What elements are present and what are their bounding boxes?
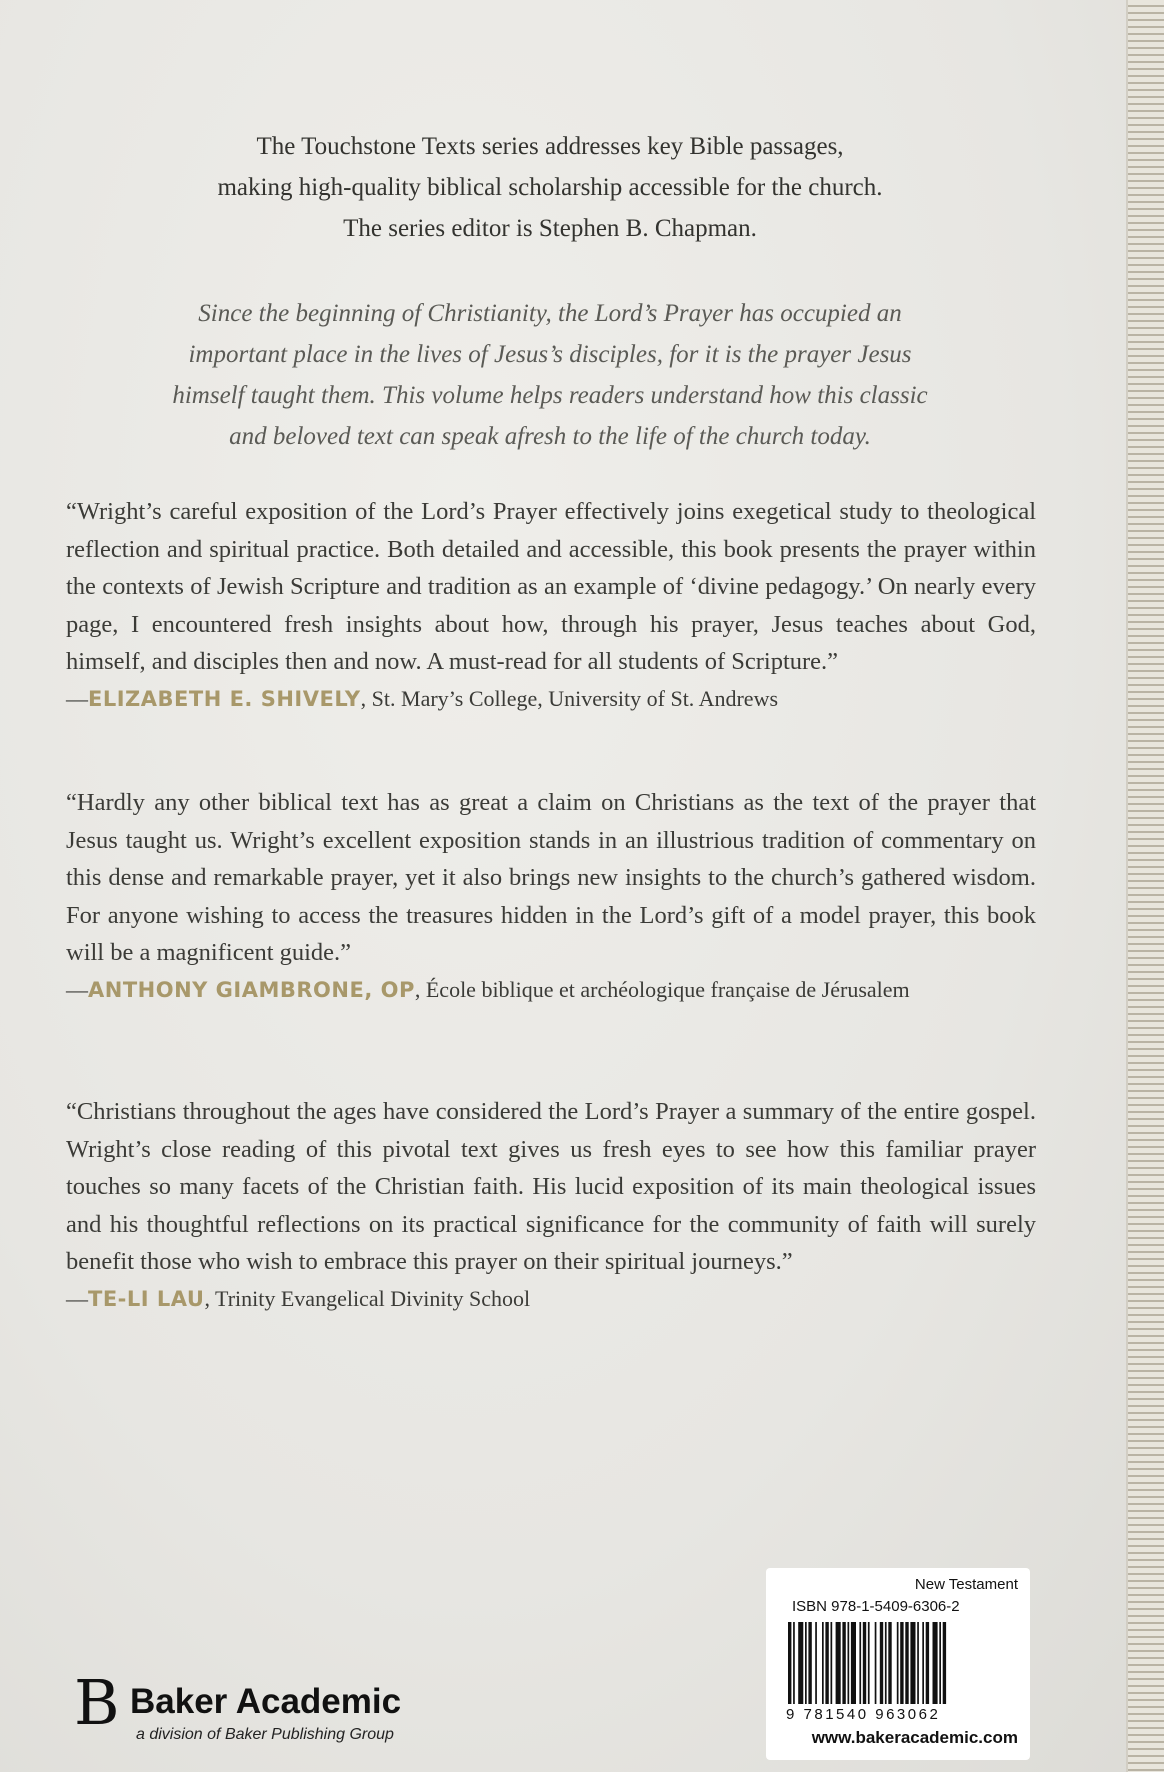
attribution-dash: — <box>66 685 88 711</box>
endorsement-quote: “Wright’s careful exposition of the Lord’s Prayer effectively joins exegetical study to theological reflection and spiritual practice. Both detailed and accessible, this book presents the prayer within the contexts of Jewish Scripture and tradition as an example of ‘divine pedagogy.’ On nearly every page, I encountered fresh insights about how, through his prayer, Jesus teaches about God, himself, and disciples then and now. A must-read for all students of Scripture.” <box>66 498 1036 675</box>
endorsement-attribution <box>66 1281 1036 1317</box>
endorsement-quote: “Christians throughout the ages have considered the Lord’s Prayer a summary of the entire gospel. Wright’s close reading of this pivotal text gives us fresh eyes to see how this familiar prayer touches so many facets of the Christian faith. His lucid exposition of its main theological issues and his thoughtful reflections on its practical significance for the community of faith will surely benefit those who wish to embrace this prayer on their spiritual journeys.” <box>66 1098 1036 1275</box>
barcode-bar <box>917 1622 919 1704</box>
barcode-bar <box>808 1622 811 1704</box>
barcode-bar <box>910 1622 915 1704</box>
description-line: himself taught them. This volume helps readers understand how this classic <box>172 382 928 409</box>
barcode-bar <box>905 1622 908 1704</box>
barcode-icon <box>786 1622 1010 1706</box>
cover-edge-stripes <box>1126 0 1164 1772</box>
endorsement-attribution <box>66 972 1036 1008</box>
description-line: and beloved text can speak afresh to the life of the church today. <box>229 423 871 450</box>
series-intro-line: The series editor is Stephen B. Chapman. <box>343 215 757 242</box>
barcode-bar <box>863 1622 866 1704</box>
attribution-dash: — <box>66 1285 88 1311</box>
endorser-name: ELIZABETH E. SHIVELY <box>88 686 361 711</box>
publisher-logo <box>74 1666 494 1752</box>
publisher-url: www.bakeracademic.com <box>811 1728 1018 1747</box>
endorsement-shively <box>66 493 1036 717</box>
barcode-bar <box>842 1622 845 1704</box>
barcode-bar <box>943 1622 946 1704</box>
endorser-affiliation: , Trinity Evangelical Divinity School <box>204 1285 531 1311</box>
series-intro-line: The Touchstone Texts series addresses key Bible passages, <box>256 133 844 160</box>
endorsement-lau <box>66 1093 1036 1317</box>
endorsement-quote: “Hardly any other biblical text has as great a claim on Christians as the text of the prayer that Jesus taught us. Wright’s excellent exposition stands in an illustrious tradition of commentary on this dense and remarkable prayer, yet it also brings new insights to the church’s gathered wisdom. For anyone wishing to access the treasures hidden in the Lord’s gift of a model prayer, this book will be a magnificent guide.” <box>66 789 1036 966</box>
isbn-label: ISBN 978-1-5409-6306-2 <box>792 1598 960 1615</box>
barcode-bar <box>798 1622 803 1704</box>
barcode-bar <box>939 1622 941 1704</box>
endorser-affiliation: , École biblique et archéologique française de Jérusalem <box>414 976 910 1002</box>
barcode-bar <box>885 1622 887 1704</box>
publisher-mark-icon: B <box>74 1666 120 1739</box>
barcode-bar <box>888 1622 891 1704</box>
publisher-name: Baker Academic <box>130 1682 402 1721</box>
barcode-bar <box>831 1622 833 1704</box>
barcode-bar <box>922 1622 924 1704</box>
barcode-bar <box>848 1622 850 1704</box>
barcode-bar <box>868 1622 870 1704</box>
barcode-bar <box>805 1622 807 1704</box>
endorser-affiliation: , St. Mary’s College, University of St. Andrews <box>360 685 779 711</box>
barcode-bar <box>822 1622 824 1704</box>
book-description <box>100 293 1000 457</box>
barcode-bar <box>900 1622 903 1704</box>
endorsement-giambrone <box>66 784 1036 1008</box>
book-category: New Testament <box>914 1576 1018 1593</box>
endorser-name: TE-LI LAU <box>88 1286 205 1311</box>
attribution-dash: — <box>66 976 88 1002</box>
barcode-bar <box>815 1622 817 1704</box>
barcode-bar <box>875 1622 877 1704</box>
barcode-panel <box>766 1568 1030 1760</box>
barcode-bar <box>897 1622 899 1704</box>
barcode-bar <box>793 1622 795 1704</box>
series-intro-line: making high-quality biblical scholarship accessible for the church. <box>217 174 883 201</box>
barcode-bar <box>880 1622 883 1704</box>
barcode-bar <box>825 1622 828 1704</box>
endorsement-attribution <box>66 681 1036 717</box>
barcode-bar <box>836 1622 841 1704</box>
barcode-digits: 9 781540 963062 <box>786 1706 941 1723</box>
description-line: Since the beginning of Christianity, the Lord’s Prayer has occupied an <box>198 300 902 327</box>
series-intro <box>120 126 980 249</box>
barcode-bar <box>926 1622 929 1704</box>
barcode-bar <box>859 1622 861 1704</box>
endorser-name: ANTHONY GIAMBRONE, OP <box>88 977 415 1002</box>
barcode-bar <box>851 1622 856 1704</box>
barcode-bar <box>933 1622 938 1704</box>
barcode-bar <box>788 1622 791 1704</box>
description-line: important place in the lives of Jesus’s disciples, for it is the prayer Jesus <box>188 341 912 368</box>
publisher-tagline: a division of Baker Publishing Group <box>136 1726 394 1743</box>
